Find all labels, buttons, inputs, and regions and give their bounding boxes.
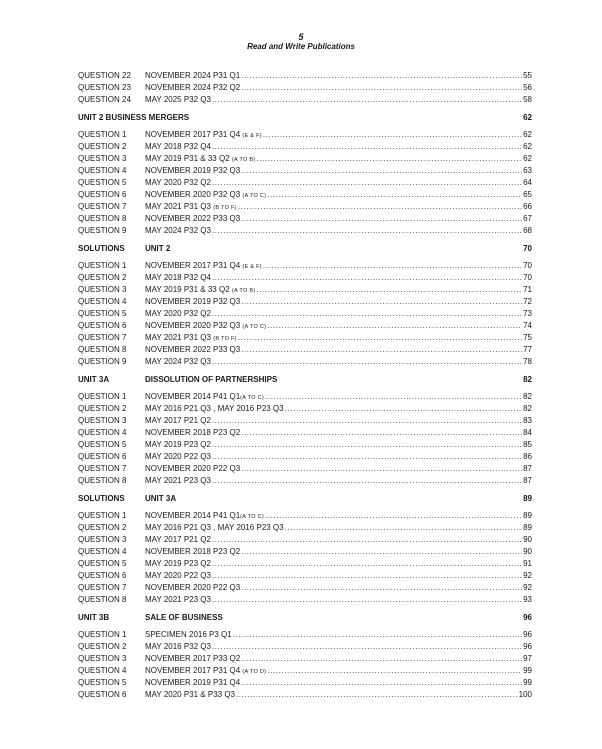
dot-leader — [238, 332, 522, 344]
section-heading — [78, 374, 532, 386]
exam-reference-text: MAY 2017 P21 Q2 — [145, 535, 211, 544]
entry-page-number: 75 — [523, 333, 532, 342]
toc-entry[interactable] — [78, 665, 532, 677]
entry-page-number: 87 — [523, 464, 532, 473]
question-label: QUESTION 7 — [78, 583, 127, 592]
question-label: QUESTION 3 — [78, 416, 127, 425]
exam-reference-text: MAY 2020 P22 Q3 — [145, 571, 211, 580]
question-label: QUESTION 8 — [78, 345, 127, 354]
section-title: SALE OF BUSINESS — [145, 613, 223, 622]
entry-page-number: 70 — [523, 261, 532, 270]
exam-reference-text: MAY 2020 P32 Q2 — [145, 309, 211, 318]
question-label: QUESTION 3 — [78, 154, 127, 163]
section-heading — [78, 112, 532, 124]
entry-page-number: 83 — [523, 416, 532, 425]
page-number: 5 — [298, 32, 304, 42]
exam-reference-text: MAY 2017 P21 Q2 — [145, 416, 211, 425]
toc-entry[interactable] — [78, 451, 532, 463]
exam-reference-text: NOVEMBER 2019 P31 Q4 — [145, 678, 241, 687]
dot-leader — [241, 296, 522, 308]
question-label: QUESTION 2 — [78, 642, 127, 651]
entry-page-number: 56 — [523, 83, 532, 92]
exam-reference-text: NOVEMBER 2014 P41 Q1 — [145, 392, 241, 401]
entry-page-number: 66 — [523, 202, 532, 211]
exam-reference — [145, 94, 211, 107]
dot-leader — [241, 82, 522, 94]
toc-entry[interactable] — [78, 510, 532, 522]
exam-reference-text: NOVEMBER 2020 P32 Q3 — [145, 190, 243, 199]
section-page-number: 62 — [523, 113, 532, 122]
dot-leader — [212, 439, 522, 451]
exam-reference-parts: (E & F) — [242, 264, 262, 270]
exam-reference-text: NOVEMBER 2019 P32 Q3 — [145, 166, 241, 175]
question-label: QUESTION 7 — [78, 202, 127, 211]
dot-leader — [267, 189, 522, 201]
question-label: QUESTION 2 — [78, 142, 127, 151]
toc-entry[interactable] — [78, 344, 532, 356]
dot-leader — [263, 260, 522, 272]
question-label: QUESTION 3 — [78, 535, 127, 544]
toc-entry[interactable] — [78, 522, 532, 534]
question-label: QUESTION 9 — [78, 226, 127, 235]
question-label: QUESTION 3 — [78, 285, 127, 294]
exam-reference-parts: (B TO F) — [213, 205, 237, 211]
toc-entry[interactable] — [78, 653, 532, 665]
toc-entry[interactable] — [78, 165, 532, 177]
question-label: QUESTION 4 — [78, 547, 127, 556]
entry-page-number: 90 — [523, 547, 532, 556]
exam-reference-text: MAY 2024 P32 Q3 — [145, 357, 211, 366]
dot-leader — [267, 665, 522, 677]
section-heading — [78, 493, 532, 505]
question-label: QUESTION 4 — [78, 297, 127, 306]
exam-reference-text: MAY 2021 P31 Q3 — [145, 202, 214, 211]
entry-page-number: 96 — [523, 642, 532, 651]
section-page-number: 96 — [523, 613, 532, 622]
entry-page-number: 67 — [523, 214, 532, 223]
exam-reference-text: MAY 2018 P32 Q4 — [145, 142, 211, 151]
entry-page-number: 68 — [523, 226, 532, 235]
entry-page-number: 100 — [518, 690, 532, 699]
dot-leader — [256, 153, 522, 165]
dot-leader — [241, 344, 522, 356]
question-label: QUESTION 8 — [78, 476, 127, 485]
section-page-number: 89 — [523, 494, 532, 503]
entry-page-number: 58 — [523, 95, 532, 104]
toc-entry[interactable] — [78, 94, 532, 106]
dot-leader — [212, 141, 522, 153]
exam-reference-parts: (A TO B) — [231, 157, 256, 163]
toc-entry[interactable] — [78, 356, 532, 368]
toc-entry[interactable] — [78, 260, 532, 272]
exam-reference-text: NOVEMBER 2019 P32 Q3 — [145, 297, 241, 306]
page-header — [0, 32, 602, 52]
exam-reference-text: MAY 2016 P32 Q3 — [145, 642, 211, 651]
toc-entry[interactable] — [78, 558, 532, 570]
question-label: QUESTION 24 — [78, 95, 131, 104]
section-label: UNIT 3B — [78, 613, 110, 622]
exam-reference — [145, 594, 211, 607]
question-label: QUESTION 1 — [78, 130, 127, 139]
section-label: SOLUTIONS — [78, 494, 125, 503]
question-label: QUESTION 6 — [78, 321, 127, 330]
exam-reference — [145, 689, 235, 702]
dot-leader — [212, 225, 522, 237]
question-label: QUESTION 1 — [78, 511, 127, 520]
dot-leader — [285, 522, 522, 534]
toc-entry[interactable] — [78, 629, 532, 641]
exam-reference-text: MAY 2019 P23 Q2 — [145, 440, 211, 449]
toc-entry[interactable] — [78, 308, 532, 320]
toc-entry[interactable] — [78, 403, 532, 415]
toc-entry[interactable] — [78, 82, 532, 94]
exam-reference-text: NOVEMBER 2022 P33 Q3 — [145, 345, 241, 354]
entry-page-number: 82 — [523, 392, 532, 401]
dot-leader — [267, 320, 522, 332]
exam-reference-text: NOVEMBER 2018 P23 Q2 — [145, 547, 241, 556]
toc-entry[interactable] — [78, 296, 532, 308]
dot-leader — [241, 427, 522, 439]
question-label: QUESTION 4 — [78, 166, 127, 175]
question-label: QUESTION 4 — [78, 428, 127, 437]
section-label: UNIT 3A — [78, 375, 110, 384]
entry-page-number: 77 — [523, 345, 532, 354]
section-title: DISSOLUTION OF PARTNERSHIPS — [145, 375, 278, 384]
entry-page-number: 72 — [523, 297, 532, 306]
exam-reference-text: MAY 2016 P21 Q3 , MAY 2016 P23 Q3 — [145, 523, 284, 532]
dot-leader — [263, 129, 522, 141]
exam-reference-text: MAY 2016 P21 Q3 , MAY 2016 P23 Q3 — [145, 404, 284, 413]
toc-entry[interactable] — [78, 439, 532, 451]
exam-reference-text: MAY 2019 P31 & 33 Q2 — [145, 285, 232, 294]
dot-leader — [241, 653, 522, 665]
exam-reference-parts: (A TO C) — [242, 193, 267, 199]
toc-entry[interactable] — [78, 463, 532, 475]
toc-entry[interactable] — [78, 213, 532, 225]
dot-leader — [256, 284, 522, 296]
toc-entry[interactable] — [78, 570, 532, 582]
entry-page-number: 63 — [523, 166, 532, 175]
exam-reference-parts: (A TO C) — [240, 395, 265, 401]
exam-reference — [145, 475, 211, 488]
dot-leader — [212, 272, 522, 284]
dot-leader — [241, 213, 522, 225]
question-label: QUESTION 1 — [78, 630, 127, 639]
question-label: QUESTION 7 — [78, 333, 127, 342]
exam-reference — [145, 356, 211, 369]
question-label: QUESTION 5 — [78, 678, 127, 687]
exam-reference — [145, 225, 211, 238]
exam-reference-parts: (A TO C) — [240, 514, 265, 520]
toc-entry[interactable] — [78, 689, 532, 701]
dot-leader — [212, 558, 522, 570]
entry-page-number: 62 — [523, 154, 532, 163]
question-label: QUESTION 7 — [78, 464, 127, 473]
exam-reference-text: MAY 2021 P31 Q3 — [145, 333, 214, 342]
entry-page-number: 73 — [523, 309, 532, 318]
question-label: QUESTION 5 — [78, 309, 127, 318]
section-page-number: 82 — [523, 375, 532, 384]
question-label: QUESTION 8 — [78, 595, 127, 604]
dot-leader — [212, 570, 522, 582]
table-of-contents — [78, 70, 532, 701]
toc-entry[interactable] — [78, 141, 532, 153]
toc-entry[interactable] — [78, 189, 532, 201]
exam-reference-text: NOVEMBER 2018 P23 Q2 — [145, 428, 241, 437]
entry-page-number: 84 — [523, 428, 532, 437]
toc-entry[interactable] — [78, 284, 532, 296]
entry-page-number: 71 — [523, 285, 532, 294]
entry-page-number: 78 — [523, 357, 532, 366]
toc-entry[interactable] — [78, 153, 532, 165]
entry-page-number: 62 — [523, 130, 532, 139]
section-label: UNIT 2 BUSINESS MERGERS — [78, 113, 190, 122]
toc-entry[interactable] — [78, 391, 532, 403]
question-label: QUESTION 5 — [78, 440, 127, 449]
entry-page-number: 87 — [523, 476, 532, 485]
exam-reference-parts: (B TO F) — [213, 336, 237, 342]
question-label: QUESTION 6 — [78, 452, 127, 461]
exam-reference-text: NOVEMBER 2020 P22 Q3 — [145, 464, 241, 473]
section-page-number: 70 — [523, 244, 532, 253]
entry-page-number: 89 — [523, 511, 532, 520]
dot-leader — [212, 534, 522, 546]
exam-reference-parts: (A TO B) — [231, 288, 256, 294]
section-heading — [78, 243, 532, 255]
exam-reference-text: MAY 2019 P31 & 33 Q2 — [145, 154, 232, 163]
toc-entry[interactable] — [78, 70, 532, 82]
exam-reference-text: SPECIMEN 2016 P3 Q1 — [145, 630, 232, 639]
exam-reference-text: NOVEMBER 2017 P31 Q4 — [145, 261, 243, 270]
entry-page-number: 99 — [523, 666, 532, 675]
question-label: QUESTION 1 — [78, 261, 127, 270]
question-label: QUESTION 4 — [78, 666, 127, 675]
entry-page-number: 93 — [523, 595, 532, 604]
dot-leader — [265, 391, 522, 403]
toc-entry[interactable] — [78, 582, 532, 594]
dot-leader — [212, 308, 522, 320]
entry-page-number: 64 — [523, 178, 532, 187]
entry-page-number: 91 — [523, 559, 532, 568]
toc-entry[interactable] — [78, 177, 532, 189]
exam-reference-text: NOVEMBER 2017 P31 Q4 — [145, 130, 243, 139]
dot-leader — [236, 689, 518, 701]
entry-page-number: 92 — [523, 583, 532, 592]
dot-leader — [212, 415, 522, 427]
toc-entry[interactable] — [78, 677, 532, 689]
entry-page-number: 96 — [523, 630, 532, 639]
exam-reference-text: NOVEMBER 2020 P32 Q3 — [145, 321, 243, 330]
toc-entry[interactable] — [78, 272, 532, 284]
question-label: QUESTION 8 — [78, 214, 127, 223]
exam-reference-text: MAY 2021 P23 Q3 — [145, 476, 211, 485]
section-title — [193, 112, 523, 124]
dot-leader — [241, 546, 522, 558]
dot-leader — [212, 177, 522, 189]
entry-page-number: 65 — [523, 190, 532, 199]
section-heading — [78, 612, 532, 624]
question-label: QUESTION 2 — [78, 523, 127, 532]
dot-leader — [212, 641, 522, 653]
exam-reference-text: NOVEMBER 2014 P41 Q1 — [145, 511, 241, 520]
exam-reference-text: NOVEMBER 2024 P31 Q1 — [145, 71, 241, 80]
exam-reference-parts: (E & F) — [242, 133, 262, 139]
dot-leader — [212, 451, 522, 463]
question-label: QUESTION 2 — [78, 404, 127, 413]
entry-page-number: 92 — [523, 571, 532, 580]
dot-leader — [265, 510, 522, 522]
dot-leader — [233, 629, 522, 641]
entry-page-number: 86 — [523, 452, 532, 461]
question-label: QUESTION 2 — [78, 273, 127, 282]
dot-leader — [212, 594, 522, 606]
question-label: QUESTION 6 — [78, 571, 127, 580]
exam-reference-text: MAY 2020 P31 & P33 Q3 — [145, 690, 235, 699]
toc-entry[interactable] — [78, 225, 532, 237]
toc-entry[interactable] — [78, 415, 532, 427]
entry-page-number: 85 — [523, 440, 532, 449]
entry-page-number: 62 — [523, 142, 532, 151]
section-title: UNIT 3A — [145, 494, 177, 503]
dot-leader — [212, 475, 522, 487]
toc-entry[interactable] — [78, 546, 532, 558]
exam-reference-text: NOVEMBER 2022 P33 Q3 — [145, 214, 241, 223]
question-label: QUESTION 9 — [78, 357, 127, 366]
exam-reference-text: NOVEMBER 2017 P31 Q4 — [145, 666, 243, 675]
dot-leader — [238, 201, 522, 213]
question-label: QUESTION 23 — [78, 83, 131, 92]
entry-page-number: 90 — [523, 535, 532, 544]
toc-entry[interactable] — [78, 475, 532, 487]
dot-leader — [241, 70, 522, 82]
question-label: QUESTION 3 — [78, 654, 127, 663]
exam-reference-text: NOVEMBER 2017 P33 Q2 — [145, 654, 241, 663]
dot-leader — [241, 165, 522, 177]
dot-leader — [241, 582, 522, 594]
question-label: QUESTION 6 — [78, 190, 127, 199]
exam-reference-parts: (A TO D) — [242, 669, 267, 675]
dot-leader — [241, 677, 522, 689]
toc-entry[interactable] — [78, 594, 532, 606]
dot-leader — [212, 356, 522, 368]
section-label: SOLUTIONS — [78, 244, 125, 253]
entry-page-number: 55 — [523, 71, 532, 80]
question-label: QUESTION 22 — [78, 71, 131, 80]
entry-page-number: 70 — [523, 273, 532, 282]
toc-entry[interactable] — [78, 201, 532, 213]
toc-entry[interactable] — [78, 129, 532, 141]
toc-entry[interactable] — [78, 427, 532, 439]
exam-reference-text: MAY 2025 P32 Q3 — [145, 95, 211, 104]
exam-reference-text: MAY 2020 P32 Q2 — [145, 178, 211, 187]
question-label: QUESTION 5 — [78, 178, 127, 187]
dot-leader — [212, 94, 522, 106]
toc-entry[interactable] — [78, 534, 532, 546]
toc-entry[interactable] — [78, 332, 532, 344]
publisher-name: Read and Write Publications — [247, 42, 355, 51]
toc-entry[interactable] — [78, 320, 532, 332]
question-label: QUESTION 5 — [78, 559, 127, 568]
question-label: QUESTION 1 — [78, 392, 127, 401]
exam-reference-text: MAY 2019 P23 Q2 — [145, 559, 211, 568]
dot-leader — [241, 463, 522, 475]
toc-entry[interactable] — [78, 641, 532, 653]
exam-reference-text: MAY 2020 P22 Q3 — [145, 452, 211, 461]
exam-reference-text: MAY 2021 P23 Q3 — [145, 595, 211, 604]
entry-page-number: 99 — [523, 678, 532, 687]
entry-page-number: 74 — [523, 321, 532, 330]
exam-reference-parts: (A TO C) — [242, 324, 267, 330]
entry-page-number: 82 — [523, 404, 532, 413]
entry-page-number: 97 — [523, 654, 532, 663]
entry-page-number: 89 — [523, 523, 532, 532]
dot-leader — [285, 403, 522, 415]
exam-reference-text: NOVEMBER 2024 P32 Q2 — [145, 83, 241, 92]
section-title: UNIT 2 — [145, 244, 171, 253]
exam-reference-text: MAY 2024 P32 Q3 — [145, 226, 211, 235]
question-label: QUESTION 6 — [78, 690, 127, 699]
exam-reference-text: MAY 2018 P32 Q4 — [145, 273, 211, 282]
exam-reference-text: NOVEMBER 2020 P22 Q3 — [145, 583, 241, 592]
